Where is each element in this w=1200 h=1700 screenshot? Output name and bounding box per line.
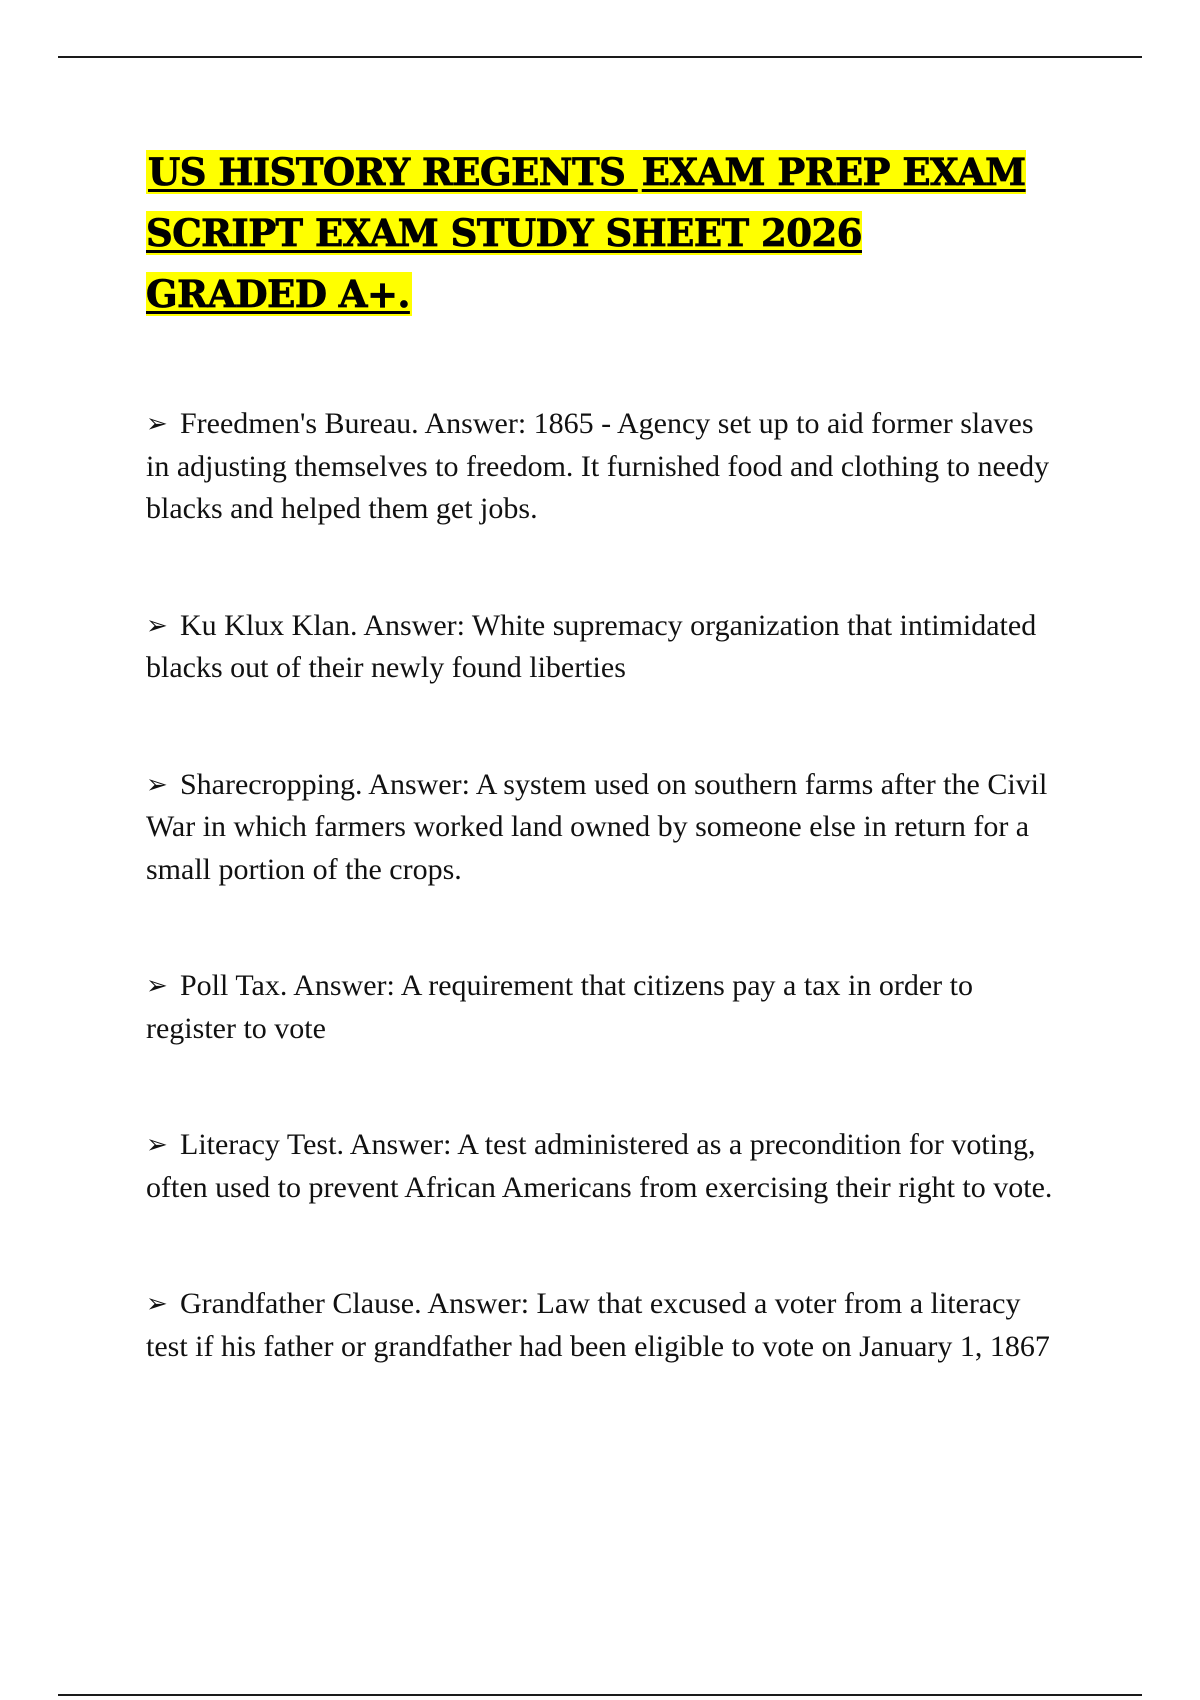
item-text: Ku Klux Klan. Answer: White supremacy organization that intimidated blacks out of their newly found liberties xyxy=(146,608,1037,684)
item-text: Freedmen's Bureau. Answer: 1865 - Agency set up to aid former slaves in adjusting themselves to freedom. It furnished food and clothing to needy blacks and helped them get jobs. xyxy=(146,407,1050,525)
document-title xyxy=(146,142,1046,325)
arrow-bullet-icon: ➢ xyxy=(146,1289,168,1319)
title-block xyxy=(146,142,1046,325)
bottom-divider xyxy=(58,1694,1142,1696)
arrow-bullet-icon: ➢ xyxy=(146,610,168,641)
document-title-part-1: US HISTORY REGENTS xyxy=(148,150,638,194)
item-text: Poll Tax. Answer: A requirement that citizens pay a tax in order to register to vote xyxy=(146,969,973,1045)
item-text: Literacy Test. Answer: A test administered as a precondition for voting, often used to prevent African Americans from exercising their right to vote. xyxy=(146,1128,1053,1204)
qa-list xyxy=(146,403,1056,1368)
arrow-bullet-icon: ➢ xyxy=(146,1130,168,1160)
arrow-bullet-icon: ➢ xyxy=(146,971,168,1001)
item-text: Grandfather Clause. Answer: Law that excused a voter from a literacy test if his father or grandfather had been eligible to vote on January 1, 1867 xyxy=(146,1287,1050,1363)
list-item xyxy=(146,403,1056,531)
list-item xyxy=(146,1283,1056,1368)
list-item xyxy=(146,965,1056,1050)
list-item xyxy=(146,605,1056,690)
list-item xyxy=(146,1124,1056,1209)
top-divider xyxy=(58,56,1142,58)
list-item xyxy=(146,764,1056,892)
arrow-bullet-icon: ➢ xyxy=(146,409,168,439)
document-title-part-2: EXAM PREP EXAM SCRIPT EXAM STUDY SHEET 2026 GRADED A+. xyxy=(146,150,1026,316)
arrow-bullet-icon: ➢ xyxy=(146,769,168,800)
item-text: Sharecropping. Answer: A system used on southern farms after the Civil War in which farmers worked land owned by someone else in return for a small portion of the crops. xyxy=(146,767,1048,886)
